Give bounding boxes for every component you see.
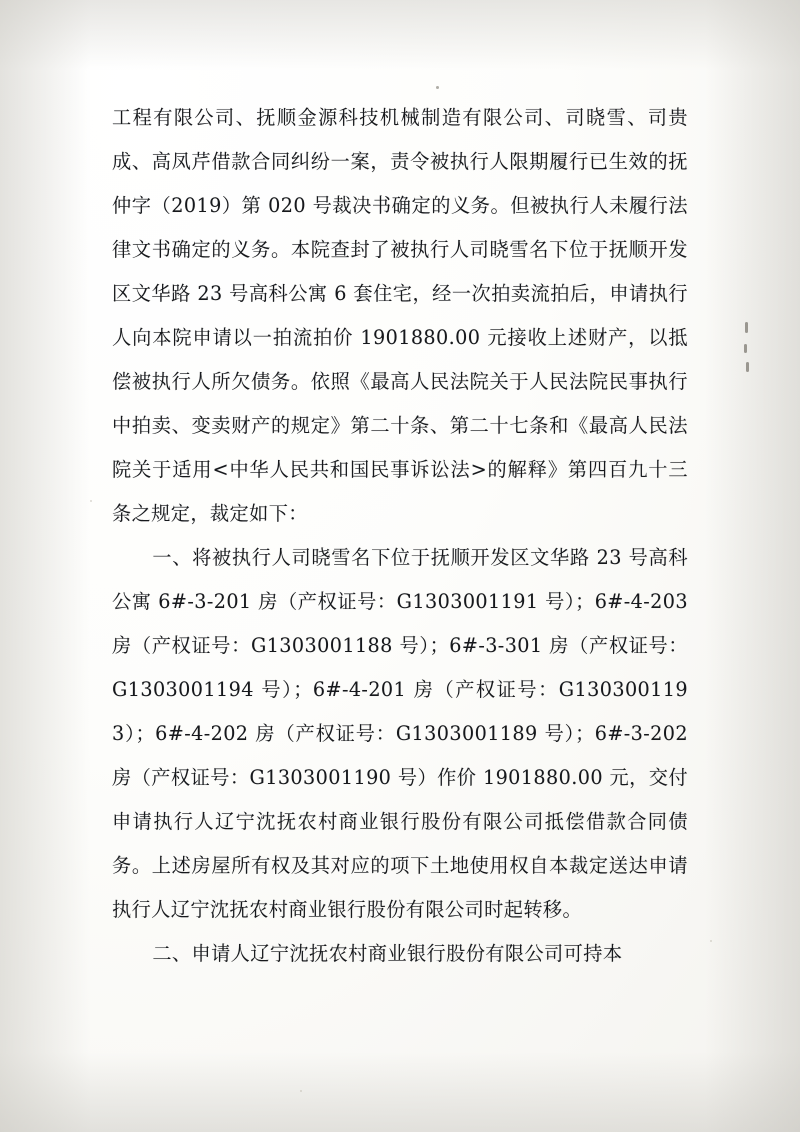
margin-ink-marks [744, 322, 749, 384]
scan-shadow-right [705, 0, 800, 1132]
document-body [112, 96, 688, 976]
ink-speck-icon [710, 940, 712, 942]
paragraph-3: 二、申请人辽宁沈抚农村商业银行股份有限公司可持本 [152, 942, 623, 965]
ink-speck-icon [436, 86, 439, 89]
scan-shadow-top [0, 0, 800, 70]
paragraph-2: 一、将被执行人司晓雪名下位于抚顺开发区文华路 23 号高科公寓 6#-3-201 房（产权证号：G1303001191 号）；6#-4-203 房（产权证号：G1303001188 号）；6#-3-301 房（产权证号：G1303001194 号）；6#-4-201 房（产权证号：G1303001193）；6#-4-202 房（产权证号：G1303001189 号）；6#-3-202 房（产权证号：G1303001190 号）作价 1901880.00 元，交付申请执行人辽宁沈抚农村商业银行股份有限公司抵偿借款合同债务。上述房屋所有权及其对应的项下土地使用权自本裁定送达申请执行人辽宁沈抚农村商业银行股份有限公司时起转移。 [112, 546, 688, 921]
paragraph-1: 工程有限公司、抚顺金源科技机械制造有限公司、司晓雪、司贵成、高凤芹借款合同纠纷一案，责令被执行人限期履行已生效的抚仲字（2019）第 020 号裁决书确定的义务。但被执行人未履行法律文书确定的义务。本院查封了被执行人司晓雪名下位于抚顺开发区文华路 23 号高科公寓 6 套住宅，经一次拍卖流拍后，申请执行人向本院申请以一拍流拍价 1901880.00 元接收上述财产，以抵偿被执行人所欠债务。依照《最高人民法院关于人民法院民事执行中拍卖、变卖财产的规定》第二十条、第二十七条和《最高人民法院关于适用<中华人民共和国民事诉讼法>的解释》第四百九十三条之规定，裁定如下： [112, 106, 688, 525]
ink-speck-icon [90, 500, 92, 502]
scan-shadow-bottom [0, 1052, 800, 1132]
scan-shadow-left [0, 0, 90, 1132]
ink-speck-icon [300, 1090, 302, 1092]
